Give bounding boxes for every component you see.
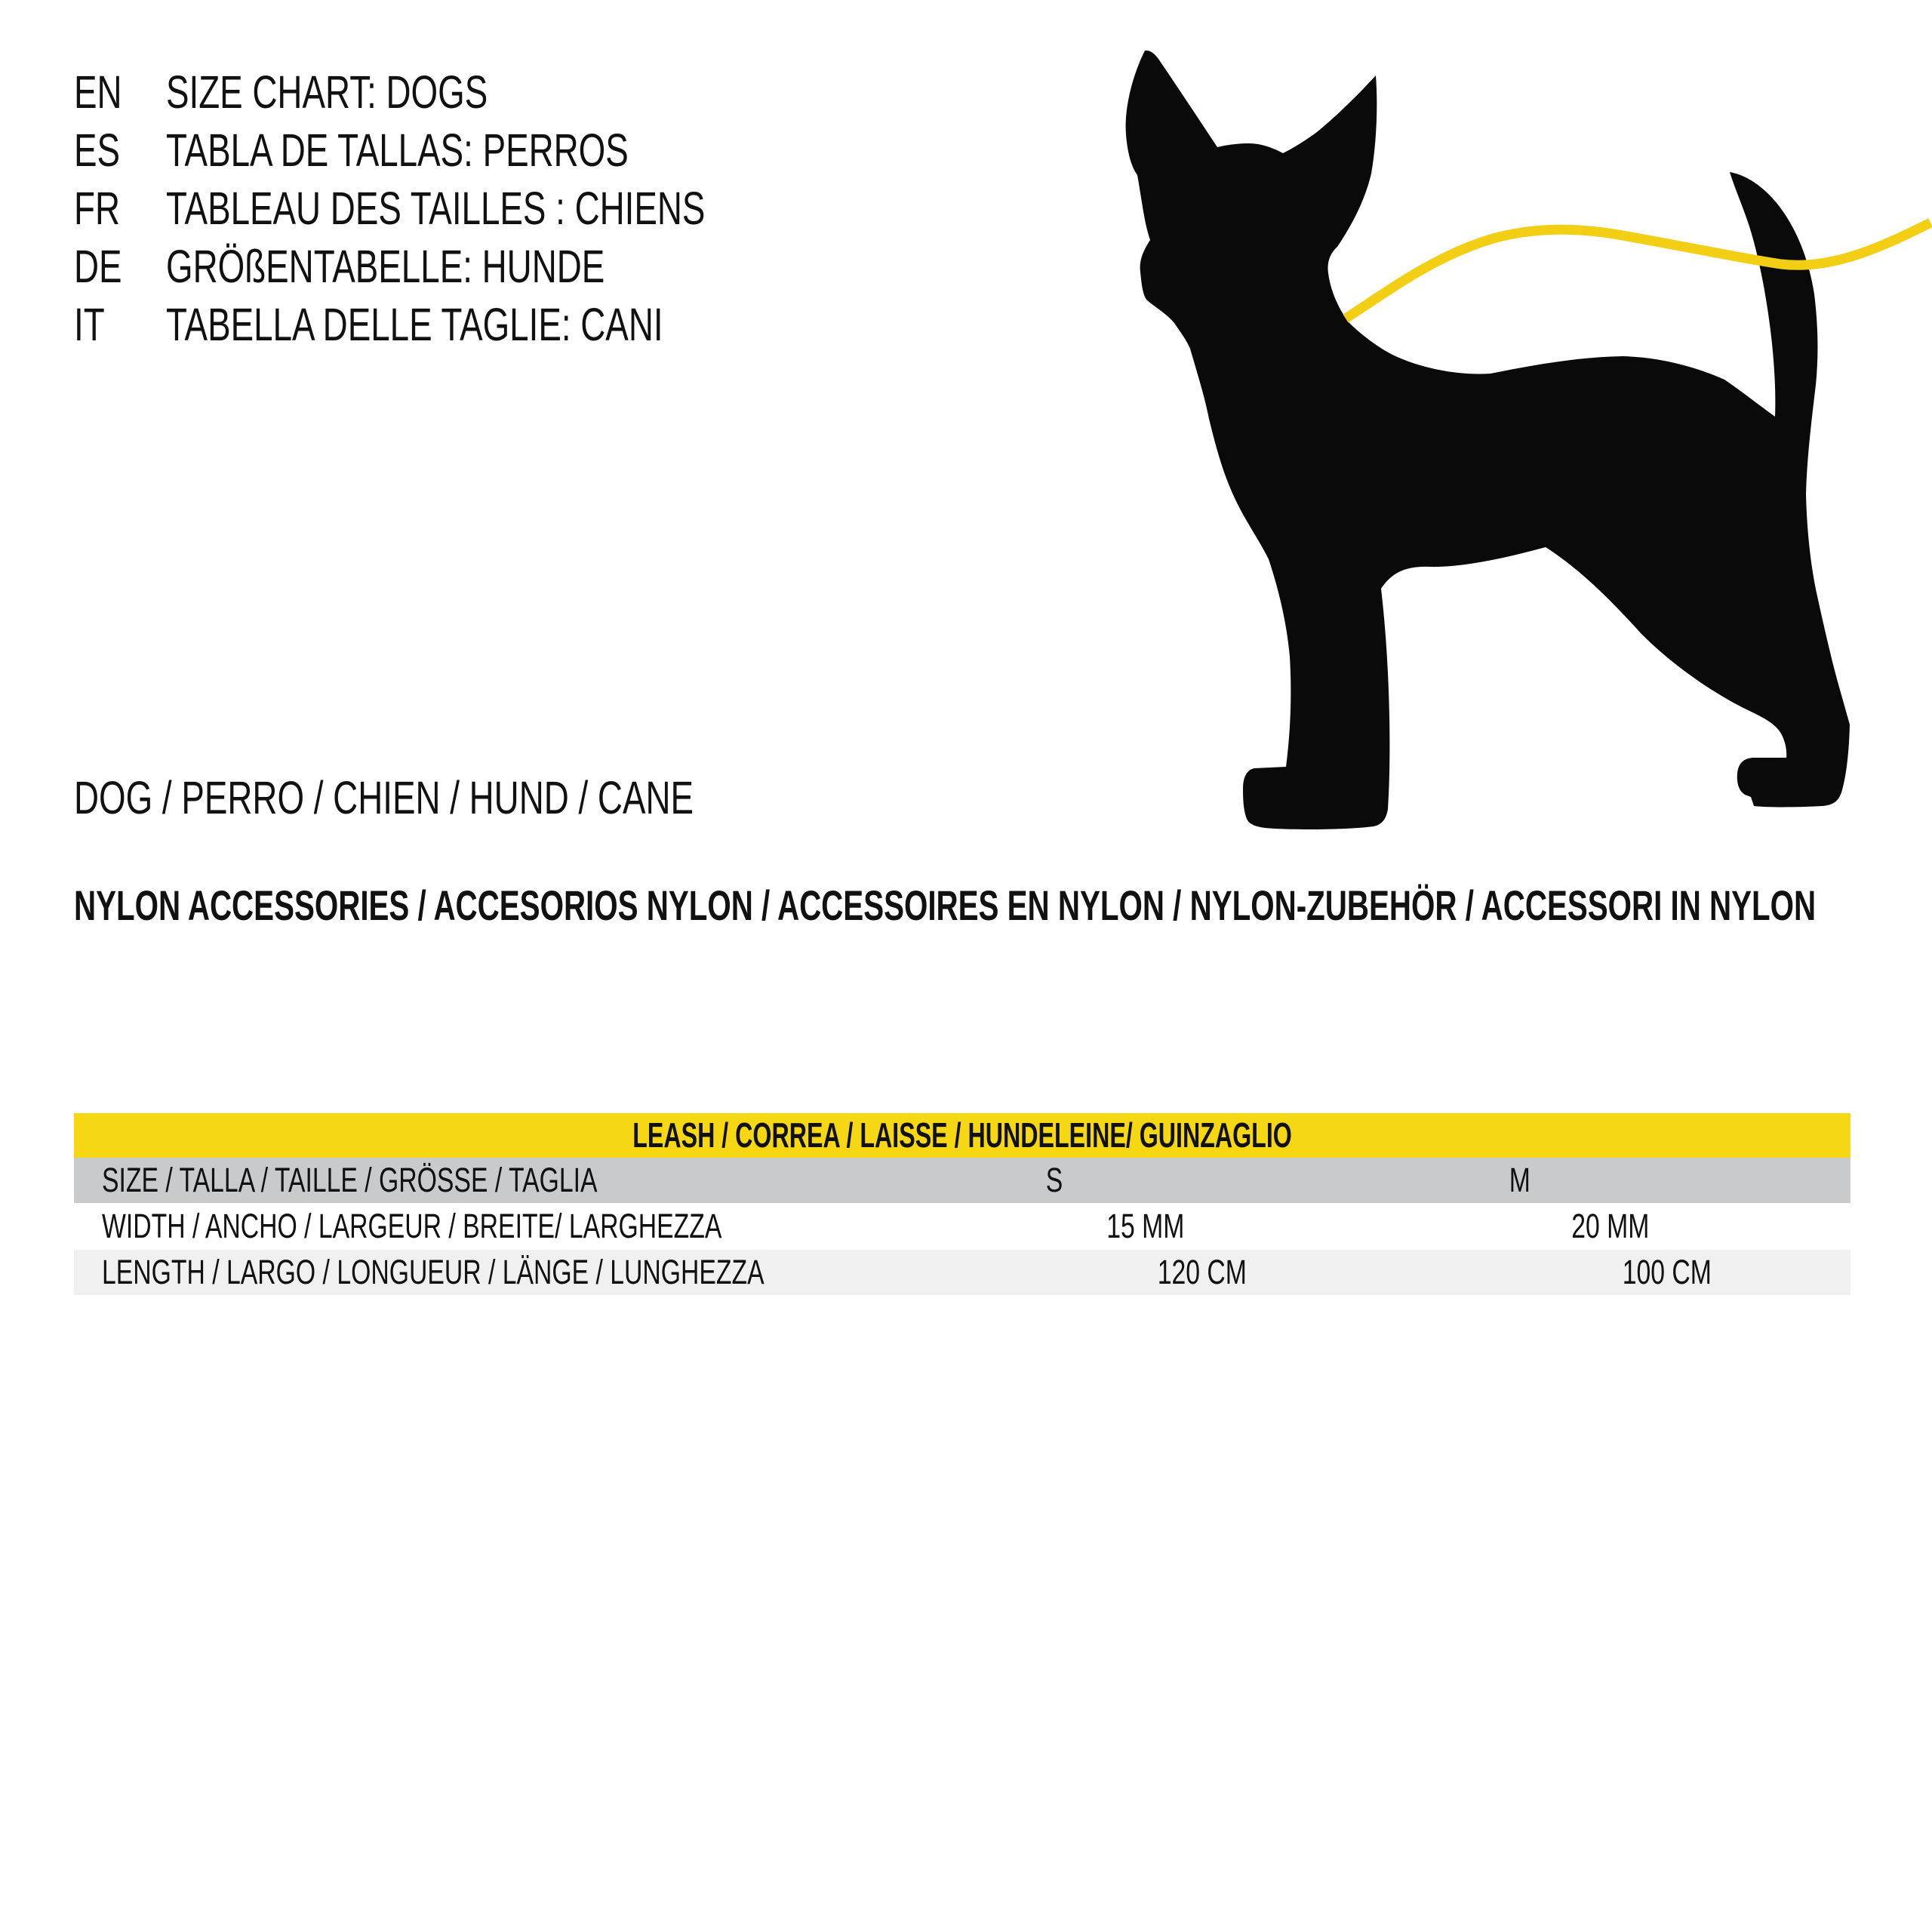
lang-row-en — [74, 63, 885, 122]
row-length-value-s: 120 CM — [1157, 1253, 1247, 1291]
row-width-value-m: 20 MM — [1571, 1207, 1650, 1245]
row-length-value-m: 100 CM — [1623, 1253, 1712, 1291]
lang-code-de: DE — [74, 241, 122, 292]
table-header-label: LEASH / CORREA / LAISSE / HUNDELEINE/ GUINZAGLIO — [632, 1115, 1292, 1155]
section-heading: NYLON ACCESSORIES / ACCESORIOS NYLON / ACCESSOIRES EN NYLON / NYLON-ZUBEHÖR / ACCESSORI IN NYLON — [74, 881, 1817, 929]
row-width-value-s: 15 MM — [1106, 1207, 1184, 1245]
title-de: GRÖßENTABELLE: HUNDE — [166, 241, 605, 292]
language-title-block — [74, 63, 885, 354]
title-en: SIZE CHART: DOGS — [166, 66, 488, 118]
lang-code-fr: FR — [74, 183, 120, 234]
lang-code-it: IT — [74, 299, 105, 350]
table-row-size — [74, 1158, 1850, 1203]
row-size-value-m: M — [1509, 1161, 1531, 1199]
title-it: TABELLA DELLE TAGLIE: CANI — [166, 299, 663, 350]
leash-size-table — [74, 1113, 1850, 1295]
dog-figure — [1087, 30, 1932, 838]
row-width-label: WIDTH / ANCHO / LARGEUR / BREITE/ LARGHEZZA — [102, 1207, 722, 1245]
table-row-width — [74, 1203, 1850, 1250]
table-row-length — [74, 1250, 1850, 1295]
lang-row-es — [74, 122, 885, 180]
lang-row-fr — [74, 180, 885, 238]
lang-code-en: EN — [74, 66, 122, 118]
chihuahua-silhouette-icon — [1126, 51, 1850, 829]
leash-line-icon — [1346, 223, 1930, 318]
title-fr: TABLEAU DES TAILLES : CHIENS — [166, 183, 706, 234]
row-size-value-s: S — [1046, 1161, 1063, 1199]
figure-caption: DOG / PERRO / CHIEN / HUND / CANE — [74, 772, 694, 823]
lang-row-de — [74, 238, 885, 296]
table-header-row — [74, 1113, 1850, 1158]
lang-row-it — [74, 296, 885, 354]
row-length-label: LENGTH / LARGO / LONGUEUR / LÄNGE / LUNGHEZZA — [102, 1253, 764, 1291]
title-es: TABLA DE TALLAS: PERROS — [166, 125, 629, 176]
lang-code-es: ES — [74, 125, 121, 176]
row-size-label: SIZE / TALLA / TAILLE / GRÖSSE / TAGLIA — [102, 1161, 598, 1199]
